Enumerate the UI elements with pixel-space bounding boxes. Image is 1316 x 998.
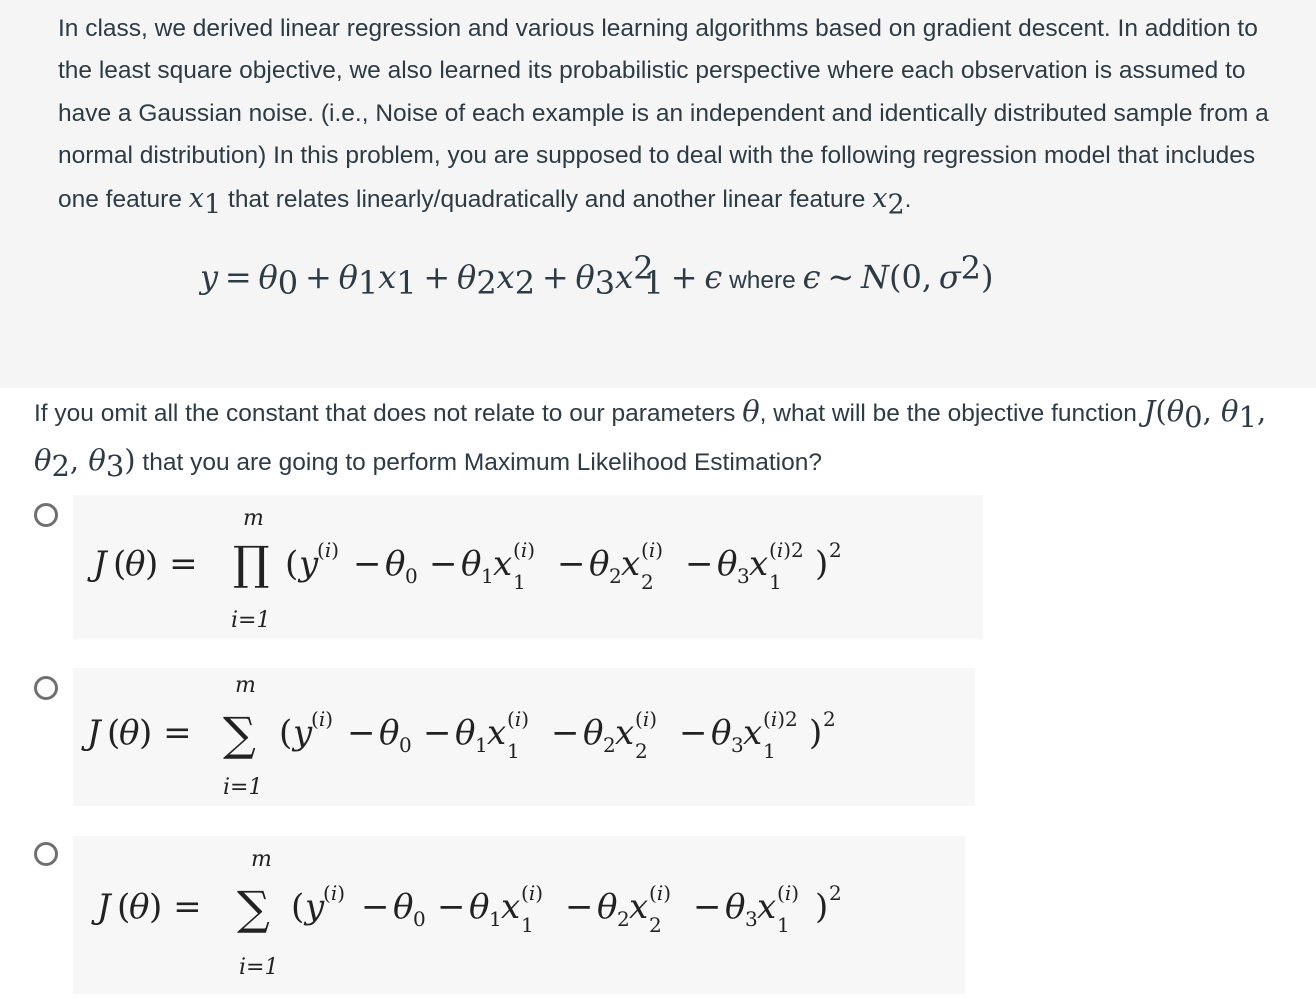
math-theta: θ (742, 394, 760, 428)
svg-text:(i): (i) (323, 881, 346, 905)
svg-text:1: 1 (507, 739, 520, 763)
svg-text:2: 2 (649, 913, 662, 937)
svg-text:y: y (305, 887, 325, 927)
svg-text:x: x (493, 544, 513, 584)
option-2-upper-limit: m (235, 673, 256, 698)
svg-text:−: − (361, 887, 390, 927)
option-2-formula[interactable] (73, 668, 975, 806)
svg-text:J: J (93, 544, 107, 584)
svg-text:x: x (743, 713, 763, 753)
svg-text:x: x (615, 713, 635, 753)
svg-text:−: − (679, 713, 708, 753)
svg-text:θ: θ (379, 713, 400, 753)
svg-text:) =: ) = (145, 544, 198, 584)
intro-paragraph: In class, we derived linear regression and various learning algorithms based on gradient descent. In addition to the least square objective, we also learned its probabilistic perspective where each observation is assumed to have a Gaussian noise. (i.e., Noise of each example is an independent and identically distributed sample from a normal distribution) In this problem, you are supposed to deal with the following regression model that includes one feature $x_1$ that relates linearly/quadratically and another linear feature $x_2$. (58, 15, 1269, 221)
svg-text:θ: θ (385, 544, 406, 584)
svg-text:2: 2 (609, 564, 622, 588)
question-text: If you omit all the constant that does not relate to our parameters θ, what will be the objective function $J(\theta_0$, $\theta_1$, $\theta_2$, $\theta_3$) that you are going to perform Maximum Likelihood Estimation? (34, 394, 1267, 483)
svg-text:y: y (299, 544, 319, 584)
svg-text:(i): (i) (507, 707, 530, 731)
svg-text:x: x (629, 887, 649, 927)
svg-text:2: 2 (829, 881, 842, 905)
option-1-lower-limit: i=1 (231, 608, 271, 633)
intro-panel (0, 0, 1316, 388)
svg-text:(i)2: (i)2 (763, 707, 798, 731)
svg-text:θ: θ (461, 544, 482, 584)
svg-text:2: 2 (823, 707, 836, 731)
option-3-upper-limit: m (251, 847, 272, 872)
svg-text:1: 1 (777, 913, 790, 937)
svg-text:θ: θ (583, 713, 604, 753)
svg-text:θ: θ (455, 713, 476, 753)
svg-text:θ: θ (597, 887, 618, 927)
svg-text:−: − (693, 887, 722, 927)
option-1-upper-limit: m (243, 506, 264, 531)
svg-text:∑: ∑ (223, 707, 256, 761)
svg-text:−: − (423, 713, 452, 753)
svg-text:(: ( (285, 544, 299, 584)
svg-text:∑: ∑ (237, 881, 270, 935)
math-x2: $x_2$ (872, 182, 905, 221)
svg-text:θ: θ (589, 544, 610, 584)
svg-text:−: − (353, 544, 382, 584)
math-objective: J (1143, 394, 1156, 428)
svg-text:1: 1 (769, 570, 782, 594)
regression-model-equation: $y = \theta_0 + \theta_1x_1 + \theta_2x_2 + \theta_3x^2_1 + \epsilon$ where ϵ ∼ N(0, $\sigma^2$) (200, 248, 994, 302)
svg-text:3: 3 (731, 733, 744, 757)
svg-text:x: x (487, 713, 507, 753)
svg-text:) =: ) = (149, 887, 202, 927)
svg-text:θ: θ (393, 887, 414, 927)
svg-text:) =: ) = (139, 713, 192, 753)
svg-text:∏: ∏ (233, 536, 270, 590)
svg-text:y: y (293, 713, 313, 753)
svg-text:(i): (i) (777, 881, 800, 905)
svg-text:(: ( (117, 887, 131, 927)
svg-text:1: 1 (489, 907, 502, 931)
svg-text:θ: θ (469, 887, 490, 927)
option-2-radio[interactable] (34, 676, 58, 700)
svg-text:2: 2 (603, 733, 616, 757)
svg-text:x: x (501, 887, 521, 927)
svg-text:J: J (97, 887, 111, 927)
question-part-2: , what will be the objective function (759, 400, 1137, 427)
svg-text:): ) (815, 544, 829, 584)
svg-text:θ: θ (711, 713, 732, 753)
svg-text:−: − (551, 713, 580, 753)
svg-text:−: − (437, 887, 466, 927)
svg-text:1: 1 (513, 570, 526, 594)
svg-text:J: J (87, 713, 101, 753)
svg-text:−: − (429, 544, 458, 584)
option-1-formula[interactable] (73, 495, 983, 639)
svg-text:(i): (i) (513, 538, 536, 562)
svg-text:(i)2: (i)2 (769, 538, 804, 562)
svg-text:θ: θ (725, 887, 746, 927)
option-2-lower-limit: i=1 (223, 775, 263, 800)
question-part-1: If you omit all the constant that does not relate to our parameters (34, 400, 736, 427)
svg-text:2: 2 (635, 739, 648, 763)
intro-text-2: that relates linearly/quadratically and another linear feature (228, 185, 866, 213)
svg-text:): ) (815, 887, 829, 927)
svg-text:(i): (i) (521, 881, 544, 905)
svg-text:(i): (i) (635, 707, 658, 731)
svg-text:3: 3 (737, 564, 750, 588)
svg-text:1: 1 (521, 913, 534, 937)
svg-text:−: − (347, 713, 376, 753)
svg-text:−: − (685, 544, 714, 584)
intro-text-1: In class, we derived linear regression and various learning algorithms based on gradient descent. In addition to the least square objective, we also learned its probabilistic perspective where each observation is assumed to have a Gaussian noise. (i.e., Noise of each example is an independent and identically distributed sample from a normal distribution) In this problem, you are supposed to deal with the following regression model that includes one feature (58, 15, 1269, 213)
svg-text:0: 0 (399, 733, 412, 757)
svg-text:): ) (809, 713, 823, 753)
svg-text:2: 2 (641, 570, 654, 594)
svg-text:1: 1 (481, 564, 494, 588)
math-x1: $x_1$ (188, 182, 222, 221)
svg-text:(: ( (279, 713, 293, 753)
svg-text:(i): (i) (317, 538, 340, 562)
svg-text:(: ( (107, 713, 121, 753)
svg-text:−: − (557, 544, 586, 584)
svg-text:2: 2 (829, 538, 842, 562)
svg-text:x: x (749, 544, 769, 584)
svg-text:1: 1 (763, 739, 776, 763)
svg-text:−: − (565, 887, 594, 927)
where-label: where (729, 267, 796, 294)
question-part-3: that you are going to perform Maximum Likelihood Estimation? (142, 449, 822, 476)
svg-text:(i): (i) (649, 881, 672, 905)
option-3-formula[interactable] (73, 836, 965, 994)
svg-text:(: ( (291, 887, 305, 927)
svg-text:θ: θ (129, 887, 150, 927)
svg-text:x: x (757, 887, 777, 927)
option-3-radio[interactable] (34, 842, 58, 866)
svg-text:(i): (i) (641, 538, 664, 562)
svg-text:2: 2 (617, 907, 630, 931)
option-1-radio[interactable] (34, 503, 58, 527)
svg-text:0: 0 (413, 907, 426, 931)
svg-text:1: 1 (475, 733, 488, 757)
svg-text:x: x (621, 544, 641, 584)
svg-text:(: ( (113, 544, 127, 584)
svg-text:3: 3 (745, 907, 758, 931)
svg-text:θ: θ (125, 544, 146, 584)
svg-text:0: 0 (405, 564, 418, 588)
svg-text:θ: θ (119, 713, 140, 753)
svg-text:(i): (i) (311, 707, 334, 731)
svg-text:θ: θ (717, 544, 738, 584)
option-3-lower-limit: i=1 (239, 955, 279, 980)
